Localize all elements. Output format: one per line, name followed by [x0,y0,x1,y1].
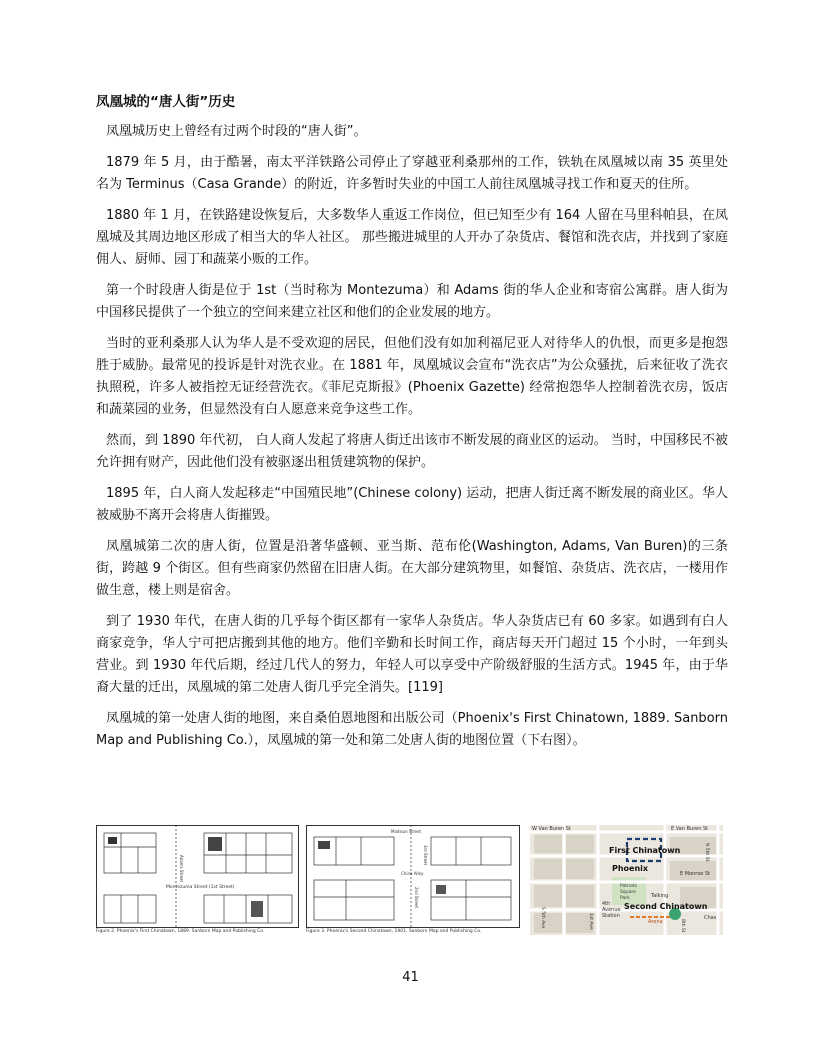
paragraph: 凤凰城历史上曾经有过两个时段的“唐人街”。 [106,124,367,139]
figure-second-chinatown [306,825,520,937]
map-label: 8th St [680,919,685,933]
map-label: 4th [602,901,611,907]
map-label: Park [620,896,630,901]
map-label: Patriots [620,884,637,889]
map-label: Square [620,890,636,895]
map-label: S 5th Ave [540,907,545,929]
figure-first-chinatown [96,825,299,937]
paragraph: 然而，到 1890 年代初， 白人商人发起了将唐人街迁出该市不断发展的商业区的运动。 当时，中国移民不被允许拥有财产，因此他们没有被驱逐出租赁建筑物的保护。 [96,433,728,470]
paragraph: 1880 年 1 月，在铁路建设恢复后，大多数华人重返工作岗位，但已知至少有 164 人留在马里科帕县，在凤凰城及其周边地区形成了相当大的华人社区。 那些搬进城里的人开办了杂货店、餐馆和洗衣店，并找到了家庭佣人、厨师、园丁和蔬菜小贩的工作。 [96,208,728,267]
figure-caption: Figure 3. Phoenix's Second Chinatown, 1901. Sanborn Map and Publishing Co. [306,929,482,934]
sanborn-map-1901 [306,825,520,928]
map-label: Talking [651,893,669,899]
document-title: 凤凰城的“唐人街”历史 [96,94,236,110]
figure-caption: Figure 2. Phoenix's First Chinatown, 1889. Sanborn Map and Publishing Co. [96,929,265,934]
paragraph: 凤凰城的第一处唐人街的地图，来自桑伯恩地图和出版公司（Phoenix's First Chinatown, 1889. Sanborn Map and Publishing Co.），凤凰城的第一处和第二处唐人街的地图位置（下右图）。 [96,711,728,748]
map-label: Arena [648,919,663,925]
street-label: 2nd Street [414,887,419,909]
map-label: Station [602,913,620,919]
paragraph: 1879 年 5 月，由于酷暑，南太平洋铁路公司停止了穿越亚利桑那州的工作，铁轨在凤凰城以南 35 英里处名为 Terminus（Casa Grande）的附近，许多暂时失业的中国工人前往凤凰城寻找工作和夏天的住所。 [96,155,728,192]
figure-location-map [530,825,723,937]
map-label: W Van Buren St [532,826,571,832]
figure-strip [96,825,724,937]
street-label: 3rd Street [423,845,428,866]
street-label: China Alley [401,871,424,876]
map-label: Avenue [602,907,621,913]
paragraph: 凤凰城第二次的唐人街，位置是沿著华盛顿、亚当斯、范布伦(Washington, Adams, Van Buren)的三条街，跨越 9 个街区。但有些商家仍然留在旧唐人街。在大部分建筑物里，如餐馆、杂货店、洗衣店，一楼用作做生意，楼上则是宿舍。 [96,539,728,598]
sanborn-map-1889 [96,825,299,928]
street-label: Adams Street [179,855,184,883]
location-map [530,825,723,935]
second-chinatown-label: Second Chinatown [624,902,708,911]
map-label: E Van Buren St [671,826,709,832]
page-number: 41 [402,970,419,985]
paragraph: 当时的亚利桑那人认为华人是不受欢迎的居民，但他们没有如加利福尼亚人对待华人的仇恨，而更多是抱怨胜于威胁。最常见的投诉是针对洗衣业。在 1881 年，凤凰城议会宣布“洗衣店”为公众骚扰，后来征收了洗衣执照税，许多人被指控无证经营洗衣。《菲尼克斯报》(Phoenix Gazette) 经常抱怨华人控制着洗衣房，饭店和蔬菜园的业务，但显然没有白人愿意来竞争这些工作。 [96,336,728,417]
map-label: E Monroe St [680,871,711,877]
paragraph: 到了 1930 年代，在唐人街的几乎每个街区都有一家华人杂货店。华人杂货店已有 60 多家。如遇到有白人商家竞争，华人宁可把店搬到其他的地方。他们辛勤和长时间工作，商店每天开门超过 15 个小时，一年到头营业。到 1930 年代后期，经过几代人的努力，年轻人可以享受中产阶级舒服的生活方式。1945 年，由于华裔大量的迁出，凤凰城的第二处唐人街几乎完全消失。[119] [96,614,728,695]
map-label: 1st Ave [588,913,593,930]
street-label: Madison Street [391,829,422,834]
first-chinatown-label: First Chinatown [609,846,681,855]
paragraph: 1895 年，白人商人发起移走“中国殖民地”(Chinese colony) 运动，把唐人街迁离不断发展的商业区。华人被威胁不离开会将唐人街摧毁。 [96,486,728,523]
map-label: N 5th St [704,843,709,862]
paragraph: 第一个时段唐人街是位于 1st（当时称为 Montezuma）和 Adams 街的华人企业和寄宿公寓群。唐人街为中国移民提供了一个独立的空间来建立社区和他们的企业发展的地方。 [96,283,728,320]
document-page [96,92,728,761]
map-label: Chas [704,915,717,921]
map-label: Phoenix [612,864,649,873]
street-label: Montezuma Street (1st Street) [166,885,235,890]
